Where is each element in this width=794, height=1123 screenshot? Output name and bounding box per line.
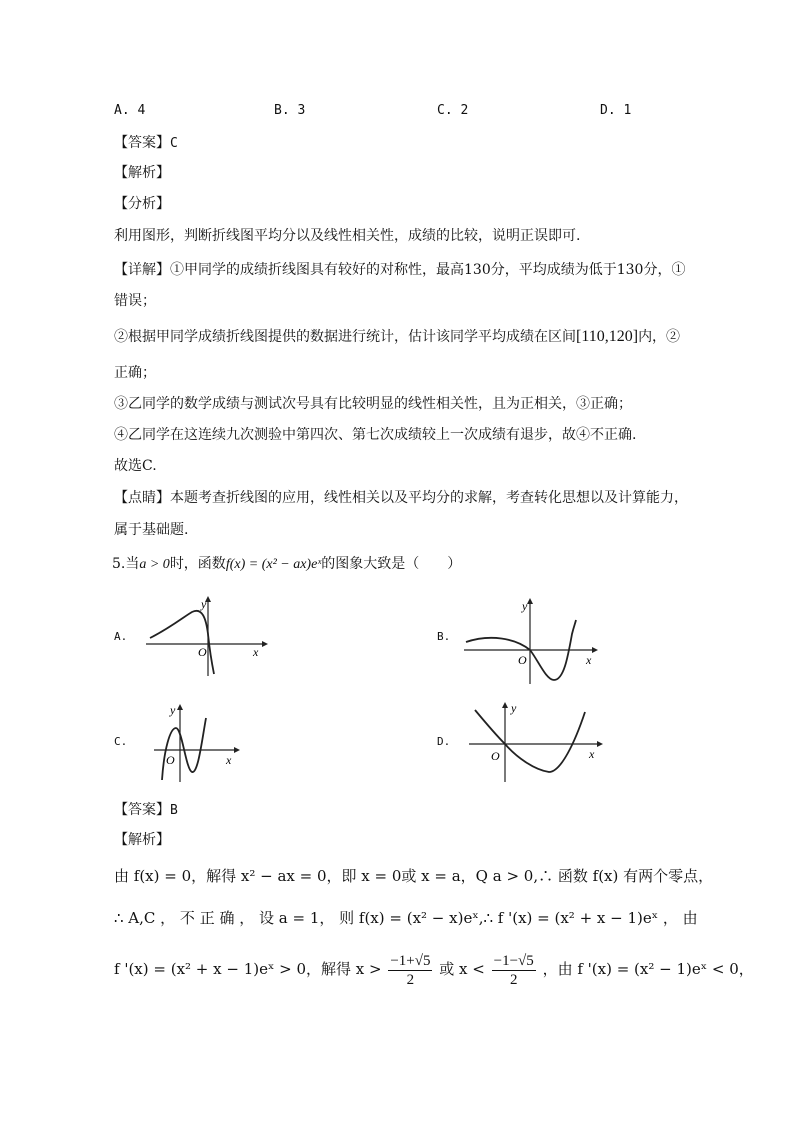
option-c: C. 2 <box>437 103 469 118</box>
detail-line-2: ②根据甲同学成绩折线图提供的数据进行统计，估计该同学平均成绩在区间[110,120]内，② <box>114 328 681 345</box>
graph-b-origin: O <box>518 653 527 667</box>
summary-line-2: 属于基础题. <box>114 522 189 538</box>
detail-line-2c: 正确； <box>114 365 156 381</box>
answer-line: 【答案】C <box>114 135 178 151</box>
solution-line-3: f '(x) = (x² + x − 1)eˣ > 0，解得 x > $\frac{-1+√5}{2}$ 或 x < $\frac{-1-√5}{2}$ ，由 f '(x) = (x² − 1)eˣ < 0， <box>114 952 754 988</box>
fraction-2: $\frac{-1-√5}{2}$ <box>493 952 534 988</box>
detail-line-3: ③乙同学的数学成绩与测试次号具有比较明显的线性相关性，且为正相关，③正确； <box>114 396 632 412</box>
detail-line-1: 【详解】①甲同学的成绩折线图具有较好的对称性，最高130分，平均成绩为低于130分，① <box>114 262 686 278</box>
graph-c-x-label: x <box>226 753 232 767</box>
graph-a-x-label: x <box>253 645 259 659</box>
graph-a <box>140 594 270 678</box>
graph-a-origin: O <box>198 645 207 659</box>
analysis-heading: 【解析】 <box>114 165 170 181</box>
fraction-1: $\frac{-1+√5}{2}$ <box>390 952 431 988</box>
graph-d <box>465 702 605 786</box>
fenxi-text: 利用图形，判断折线图平均分以及线性相关性，成绩的比较，说明正误即可. <box>114 228 581 244</box>
answer-5-line: 【答案】B <box>114 802 178 818</box>
analysis-5-heading: 【解析】 <box>114 832 170 848</box>
graph-b-y-label: y <box>522 599 528 613</box>
summary-line-1: 【点睛】本题考查折线图的应用，线性相关以及平均分的求解，考查转化思想以及计算能力， <box>114 490 688 506</box>
option-a: A. 4 <box>114 103 146 118</box>
fenxi-heading: 【分析】 <box>114 196 170 212</box>
option-b: B. 3 <box>274 103 306 118</box>
graph-a-y-label: y <box>201 597 207 611</box>
solution-line-1: 由 f(x) = 0，解得 x² − ax = 0，即 x = 0或 x = a，Q a > 0,∴ 函数 f(x) 有两个零点， <box>114 867 714 885</box>
detail-line-1b: 错误； <box>114 293 156 309</box>
graph-d-y-label: y <box>511 702 517 715</box>
graph-a-label: A. <box>114 630 128 643</box>
solution-line-2: ∴ A,C ， 不 正 确 ， 设 a = 1， 则 f(x) = (x² − x)eˣ,∴ f '(x) = (x² + x − 1)eˣ ， 由 <box>114 909 698 927</box>
graph-d-label: D. <box>437 735 451 748</box>
question-5-stem: 5.当a > 0时，函数f(x) = (x² − ax)eˣ的图象大致是（ ） <box>112 556 462 572</box>
graph-b <box>460 594 600 686</box>
graph-c-label: C. <box>114 735 128 748</box>
graph-c-origin: O <box>166 753 175 767</box>
conclusion: 故选C. <box>114 458 157 474</box>
graph-c <box>150 700 242 784</box>
graph-c-y-label: y <box>170 703 176 717</box>
option-d: D. 1 <box>600 103 632 118</box>
graph-b-label: B. <box>437 630 451 643</box>
graph-d-origin: O <box>491 749 500 763</box>
graph-b-x-label: x <box>586 653 592 667</box>
graph-d-x-label: x <box>589 747 595 761</box>
detail-line-4: ④乙同学在这连续九次测验中第四次、第七次成绩较上一次成绩有退步，故④不正确. <box>114 427 637 443</box>
